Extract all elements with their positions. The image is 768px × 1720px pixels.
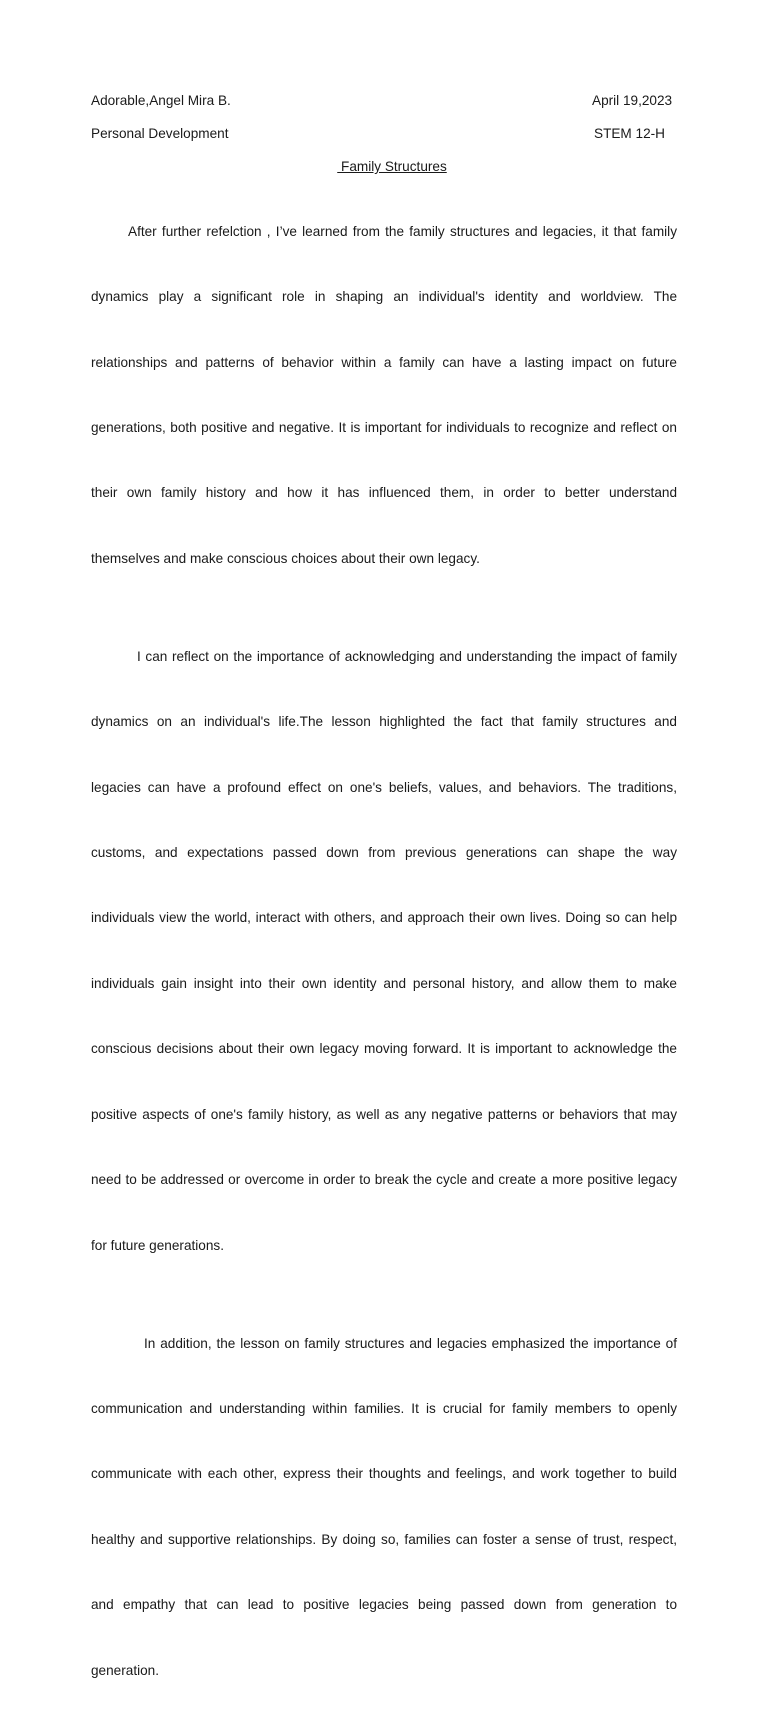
- paragraph-line: and empathy that can lead to positive legacies being passed down from generation to: [91, 1597, 677, 1613]
- paragraph-line: dynamics play a significant role in shaping an individual's identity and worldview. The: [91, 289, 677, 305]
- paragraph-line: communicate with each other, express their thoughts and feelings, and work together to build: [91, 1466, 677, 1482]
- paragraph-1: [91, 183, 677, 608]
- paragraph-line: customs, and expectations passed down from previous generations can shape the way: [91, 845, 677, 861]
- paragraph-line: dynamics on an individual's life.The lesson highlighted the fact that family structures and: [91, 714, 677, 730]
- paragraph-3: [91, 1295, 677, 1720]
- paragraph-line: communication and understanding within families. It is crucial for family members to openly: [91, 1401, 677, 1417]
- paragraph-line: In addition, the lesson on family structures and legacies emphasized the importance of: [144, 1335, 677, 1351]
- paragraph-line: positive aspects of one's family history, as well as any negative patterns or behaviors that may: [91, 1106, 677, 1122]
- document-title: Family Structures: [337, 159, 447, 174]
- paragraph-line: themselves and make conscious choices about their own legacy.: [91, 550, 480, 566]
- paragraph-line: healthy and supportive relationships. By doing so, families can foster a sense of trust, respect,: [91, 1531, 677, 1547]
- paragraph-line: relationships and patterns of behavior within a family can have a lasting impact on future: [91, 354, 677, 370]
- paragraph-line: generation.: [91, 1662, 160, 1678]
- class-section: STEM 12-H: [594, 126, 666, 141]
- paragraph-line: individuals gain insight into their own identity and personal history, and allow them to make: [91, 975, 677, 991]
- paragraph-line: for future generations.: [91, 1237, 224, 1253]
- subject-name: Personal Development: [91, 126, 229, 141]
- paragraph-line: generations, both positive and negative. It is important for individuals to recognize and reflect on: [91, 419, 677, 435]
- paragraph-line: conscious decisions about their own legacy moving forward. It is important to acknowledge the: [91, 1041, 677, 1057]
- paragraph-line: need to be addressed or overcome in order to break the cycle and create a more positive legacy: [91, 1172, 677, 1188]
- paragraph-line: After further refelction , I’ve learned from the family structures and legacies, it that family: [128, 223, 677, 239]
- document-date: April 19,2023: [592, 93, 673, 108]
- paragraph-line: legacies can have a profound effect on one's beliefs, values, and behaviors. The traditions,: [91, 779, 677, 795]
- paragraph-line: their own family history and how it has influenced them, in order to better understand: [91, 485, 677, 501]
- paragraph-2: [91, 608, 677, 1295]
- document-body: [91, 183, 677, 1720]
- paragraph-line: I can reflect on the importance of acknowledging and understanding the impact of family: [137, 648, 677, 664]
- paragraph-line: individuals view the world, interact with others, and approach their own lives. Doing so can help: [91, 910, 677, 926]
- student-name: Adorable,Angel Mira B.: [91, 93, 231, 108]
